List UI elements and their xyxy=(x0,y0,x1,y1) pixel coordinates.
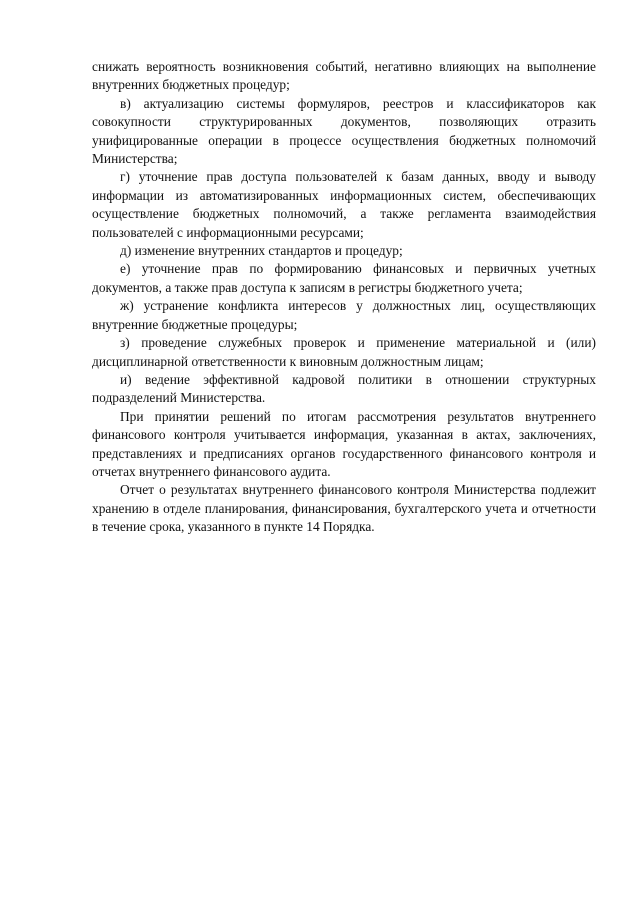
document-page xyxy=(92,58,596,537)
paragraph-continuation: снижать вероятность возникновения событий, негативно влияющих на выполнение внутренних бюджетных процедур; xyxy=(92,59,596,93)
paragraph-item-i: и) ведение эффективной кадровой политики в отношении структурных подразделений Министерства. xyxy=(92,371,596,406)
paragraph-item-z: з) проведение служебных проверок и применение материальной и (или) дисциплинарной ответственности к виновным должностным лицам; xyxy=(92,335,596,369)
paragraph-item-zh: ж) устранение конфликта интересов у должностных лиц, осуществляющих внутренние бюджетные процедуры; xyxy=(92,298,596,332)
paragraph-item-e: е) уточнение прав по формированию финансовых и первичных учетных документов, а также прав доступа к записям в регистры бюджетного учета; xyxy=(92,261,596,295)
paragraph-report-storage: Отчет о результатах внутреннего финансового контроля Министерства подлежит хранению в отделе планирования, финансирования, бухгалтерского учета и отчетности в течение срока, указанного в пункте 14 Порядка. xyxy=(92,482,596,535)
paragraph-decisions: При принятии решений по итогам рассмотрения результатов внутреннего финансового контроля учитывается информация, указанная в актах, заключениях, представлениях и предписаниях органов государственного финансового контроля и отчетах внутреннего финансового аудита. xyxy=(92,408,596,479)
paragraph-item-g: г) уточнение прав доступа пользователей к базам данных, вводу и выводу информации из автоматизированных информационных систем, обеспечивающих осуществление бюджетных полномочий, а также регламента взаимодействия пользователей с информационными ресурсами; xyxy=(92,169,596,240)
paragraph-item-d: д) изменение внутренних стандартов и процедур; xyxy=(120,243,403,259)
paragraph-item-v: в) актуализацию системы формуляров, реестров и классификаторов как совокупности структурированных документов, позволяющих отразить унифицированные операции в процессе осуществления бюджетных полномочий Министерства; xyxy=(92,95,596,167)
